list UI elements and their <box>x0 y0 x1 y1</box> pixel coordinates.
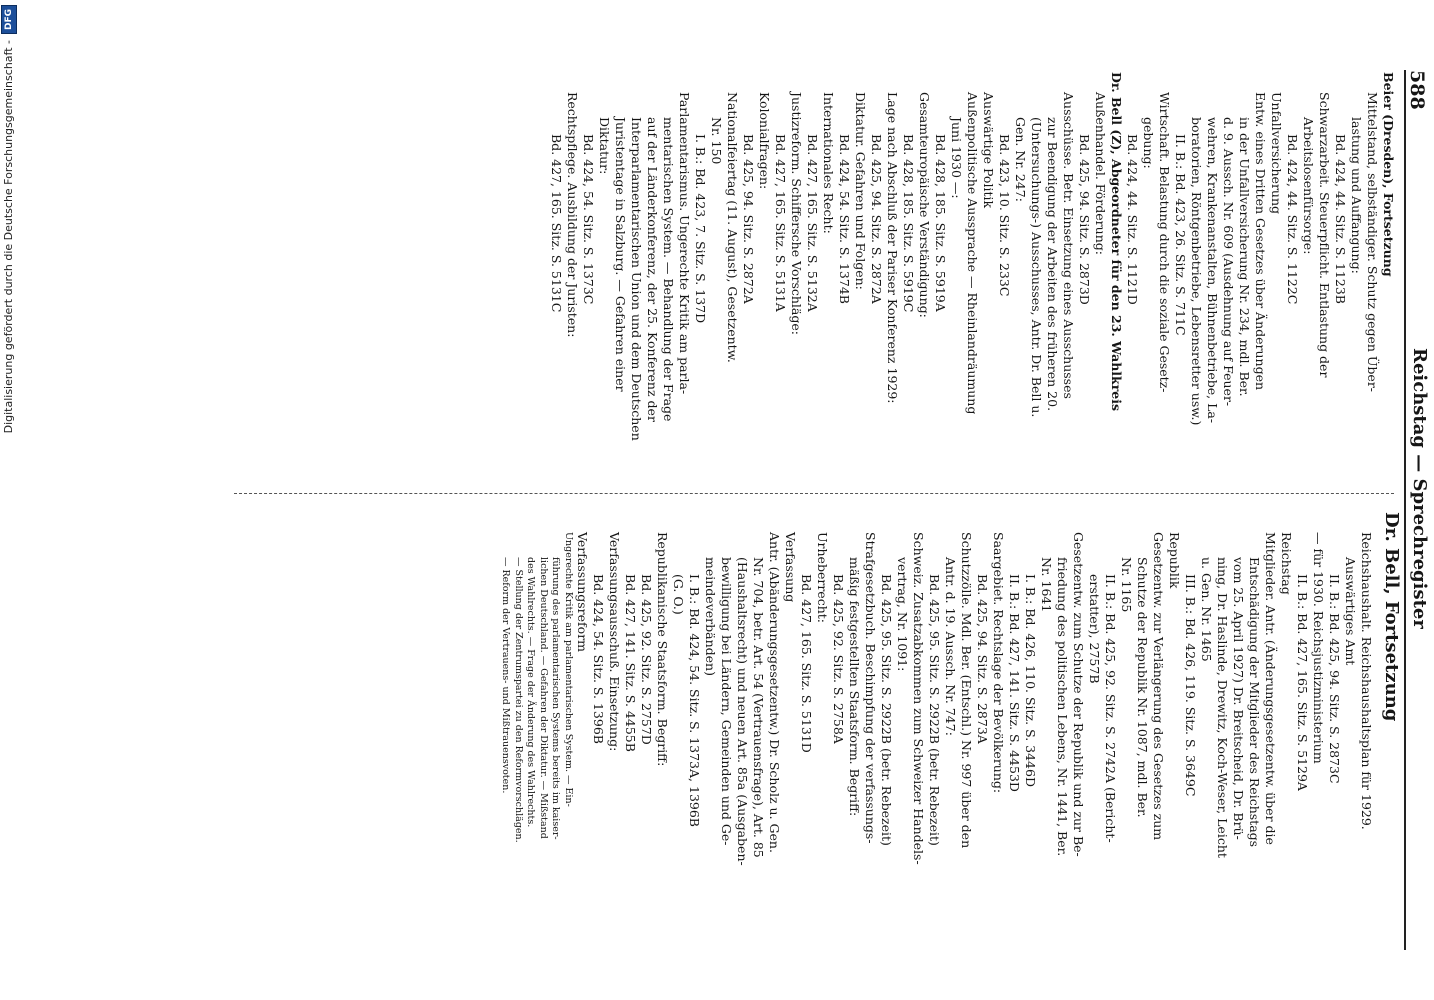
index-entry-line: Beier (Dresden), Fortsetzung <box>1381 72 1396 277</box>
index-entry-line: Internationales Recht: <box>821 92 836 234</box>
index-entry-line: I. B.: Bd. 426, 110. Sitz. S. 3446D <box>1023 574 1038 787</box>
index-entry-line: Reichshaushalt. Reichshaushaltsplan für 1929. <box>1359 532 1374 830</box>
index-entry-line: bewilligung bei Ländern, Gemeinden und Ge- <box>719 557 734 846</box>
index-entry-line: Verfassungsreform <box>575 532 590 653</box>
index-entry-line: Bd. 425, 94. Sitz. S. 2872A <box>869 134 884 304</box>
index-entry-line: Unfallversicherung <box>1269 92 1284 215</box>
index-entry-line: II. B.: Bd. 427, 165. Sitz. S. 5129A <box>1295 574 1310 791</box>
index-entry-line: Außenhandel. Förderung: <box>1093 92 1108 255</box>
index-entry-line: Arbeitslosenfürsorge: <box>1301 117 1316 255</box>
index-entry-line: in der Unfallversicherung Nr. 234, mdl. Ber. <box>1237 117 1252 397</box>
index-entry-line: Justizreform. Schiffersche Vorschläge: <box>789 92 804 335</box>
index-entry-line: auf der Länderkonferenz, der 25. Konferenz der <box>645 117 660 422</box>
index-entry-line: mentarischen System. — Behandlung der Frage <box>661 117 676 422</box>
index-entry-line: Schweiz. Zusatzabkommen zum Schweizer Handels- <box>911 532 926 865</box>
index-entry-line: Bd. 425, 92. Sitz. S. 2757D <box>639 574 654 745</box>
index-entry-line: u. Gen. Nr. 1465 <box>1199 557 1214 662</box>
dfg-logo-icon: DFG <box>1 5 17 34</box>
index-entry-line: Außenpolitische Aussprache — Rheinlandräumung <box>965 92 980 415</box>
index-entry-line: Bd. 427, 141. Sitz. S. 4455B <box>623 574 638 752</box>
column-divider <box>234 493 1394 494</box>
index-entry-line: (Haushaltsrecht) und neuen Art. 85a (Ausgaben- <box>735 557 750 866</box>
index-entry-line: Entw. eines Dritten Gesetzes über Änderungen <box>1253 92 1268 391</box>
index-entry-line: II. B.: Bd. 423, 26. Sitz. S. 711C <box>1173 134 1188 336</box>
index-entry-line: Bd. 427, 165. Sitz. S. 5132A <box>805 134 820 312</box>
index-entry-line: Auswärtige Politik <box>981 92 996 209</box>
index-entry-line: Bd. 424, 44. Sitz. S. 1123B <box>1333 134 1348 304</box>
index-entry-line: Republikanische Staatsform. Begriff: <box>655 532 670 767</box>
index-entry-line: Lage nach Abschluß der Pariser Konferenz 1929: <box>885 92 900 404</box>
index-entry-line: Bd. 428, 185. Sitz. S. 5919A <box>933 134 948 312</box>
index-entry-line: Diktatur. Gefahren und Folgen: <box>853 92 868 290</box>
index-entry-line: Bd. 423, 10. Sitz. S. 233C <box>997 134 1012 297</box>
index-entry-line: Nr. 1165 <box>1119 557 1134 613</box>
index-entry-line: Nr. 704, betr. Art. 54 (Vertrauensfrage), Art. 85 <box>751 557 766 858</box>
index-entry-line: Gesamteuropäische Verständigung: <box>917 92 932 318</box>
index-entry-line: Juni 1930 —: <box>949 117 964 199</box>
index-entry-line: — Stellung der Zentrumspartei zu den Reformvorschlägen. <box>513 557 524 843</box>
index-entry-line: III. B.: Bd. 426, 119. Sitz. S. 3649C <box>1183 574 1198 797</box>
index-entry-line: Mittelstand, selbständiger. Schutz gegen Über- <box>1365 92 1380 393</box>
index-entry-line: des Wahlrechts. — Frage der Änderung des Wahlrechts. <box>525 557 537 828</box>
index-entry-line: Bd. 424, 44. Sitz. S. 1122C <box>1285 134 1300 305</box>
index-entry-line: lastung und Auffangung: <box>1349 117 1364 274</box>
right-column-heading: Dr. Bell, Fortsetzung <box>1381 512 1402 722</box>
index-entry-line: Schwarzarbeit. Steuerpflicht. Entlastung der <box>1317 92 1332 378</box>
right-column <box>499 512 1374 952</box>
index-entry-line: Saargebiet. Rechtslage der Bevölkerung: <box>991 532 1006 794</box>
index-entry-line: I. B.: Bd. 423, 7. Sitz. S. 137D <box>693 134 708 324</box>
index-entry-line: erstatter), 2757B <box>1087 574 1102 684</box>
index-entry-line: Bd. 425, 94. Sitz. S. 2873D <box>1077 134 1092 305</box>
index-entry-line: ning, Dr. Haslinde, Drewitz, Koch-Weser, Leicht <box>1215 557 1230 858</box>
index-entry-line: Wirtschaft. Belastung durch die soziale Gesetz- <box>1157 92 1172 393</box>
index-entry-line: Bd. 424, 54. Sitz. S. 1373C <box>581 134 596 305</box>
index-entry-line: d. 9. Aussch. Nr. 609 (Ausdehnung auf Feuer- <box>1221 117 1236 407</box>
index-entry-line: Kolonialfragen: <box>757 92 772 190</box>
running-title: Reichstag — Sprechregister <box>1409 348 1430 629</box>
index-entry-line: Schutze der Republik Nr. 1087, mdl. Ber. <box>1135 557 1150 818</box>
index-entry-line: Nationalfeiertag (11. August), Gesetzentw. <box>725 92 740 363</box>
index-entry-line: lichen Deutschland. — Gefahren der Diktatur. — Mißstand <box>538 557 549 839</box>
index-entry-line: Bd. 424, 54. Sitz. S. 1374B <box>837 134 852 304</box>
footer-text <box>0 5 18 995</box>
index-entry-line: Bd. 425, 92. Sitz. S. 2758A <box>831 574 846 744</box>
index-entry-line: Bd. 425, 94. Sitz. S. 2873A <box>975 574 990 744</box>
index-entry-line: (G. O.) <box>671 574 686 615</box>
index-entry-line: Gen. Nr. 247: <box>1013 117 1028 202</box>
index-entry-line: gebung: <box>1141 117 1156 169</box>
index-entry-line: Republik <box>1167 532 1182 589</box>
index-entry-line: Schutzzölle. Mdl. Ber. (Entschl.) Nr. 997 über den <box>959 532 974 849</box>
index-entry-line: führung des parlamentarischen Systems bereits im kaiser- <box>550 557 562 840</box>
index-entry-line: Gesetzentw. zum Schutze der Republik und zur Be- <box>1071 532 1086 857</box>
index-entry-line: Antr. d. 19. Aussch. Nr. 747: <box>943 557 958 736</box>
index-entry-line: Nr. 150 <box>709 117 724 165</box>
index-entry-line: wehren, Krankenanstalten, Bühnenbetriebe, La- <box>1205 117 1220 424</box>
index-entry-line: vom 25. April 1927) Dr. Breitscheid, Dr. Brü- <box>1231 557 1246 840</box>
index-entry-line: boratorien, Röntgenbetriebe, Lebensretter usw.) <box>1189 117 1204 426</box>
index-entry-line: Parlamentarismus. Ungerechte Kritik am parla- <box>677 92 692 395</box>
index-entry-line: Diktatur: <box>597 117 612 175</box>
header-rule <box>1404 70 1406 950</box>
index-entry-line: Juristentage in Salzburg. — Gefahren einer <box>613 117 628 392</box>
index-entry-line: I. B.: Bd. 424, 54. Sitz. S. 1373A, 1396B <box>687 574 702 827</box>
index-entry-line: zur Beendigung der Arbeiten des früheren 20. <box>1045 117 1060 412</box>
page-number: 588 <box>1406 70 1428 110</box>
index-entry-line: Verfassung <box>783 532 798 603</box>
index-entry-line: Mitglieder. Antr. (Änderungsgesetzentw. über die <box>1263 532 1278 845</box>
index-entry-line: meindeverbänden) <box>703 557 718 676</box>
index-entry-line: Bd. 428, 185. Sitz. S. 5919C <box>901 134 916 313</box>
index-entry-line: Antr. (Abänderungsgesetzentw.) Dr. Scholz u. Gen. <box>767 532 782 853</box>
index-entry-line: friedung des politischen Lebens, Nr. 1441, Ber. <box>1055 557 1070 857</box>
index-entry-line: II. B.: Bd. 425, 92. Sitz. S. 2742A (Bericht- <box>1103 574 1118 843</box>
index-entry-line: — Reform der Vertrauens- und Mißtrauensvoten. <box>500 557 512 794</box>
index-entry-line: Bd. 424, 44. Sitz. S. 1121D <box>1125 134 1140 305</box>
index-entry-line: — für 1930. Reichsjustizministerium <box>1311 532 1326 764</box>
index-entry-line: Rechtspflege. Ausbildung der Juristen: <box>565 92 580 338</box>
index-entry-line: Urheberrecht: <box>815 532 830 623</box>
index-entry-line: Strafgesetzbuch. Beschimpfung der verfassungs- <box>863 532 878 844</box>
index-entry-line: mäßig festgestellten Staatsform. Begriff: <box>847 557 862 817</box>
index-entry-line: Verfassungsausschuß. Einsetzung: <box>607 532 622 752</box>
index-entry-line: Entschädigung der Mitglieder des Reichstags <box>1247 557 1262 848</box>
index-entry-line: Ungerechte Kritik am parlamentarischen System. — Ein- <box>563 532 574 807</box>
index-entry-line: Bd. 427, 165. Sitz. S. 5131D <box>799 574 814 753</box>
index-entry-line: Bd. 427, 165. Sitz. S. 5131C <box>549 134 564 313</box>
index-entry-line: Bd. 427, 165. Sitz. S. 5131A <box>773 134 788 312</box>
index-entry-line: Reichstag <box>1279 532 1294 595</box>
footer <box>0 0 18 1000</box>
index-entry-line: Nr. 1641 <box>1039 557 1054 613</box>
index-entry-line: Bd. 425, 95. Sitz. S. 2922B (betr. Rebezeit) <box>927 574 942 846</box>
left-column <box>548 72 1396 482</box>
index-entry-line: Interparlamentarischen Union und dem Deutschen <box>629 117 644 441</box>
index-entry-line: Gesetzentw. zur Verlängerung des Gesetzes zum <box>1151 532 1166 841</box>
index-entry-line: vertrag, Nr. 1091: <box>895 557 910 672</box>
index-entry-line: Dr. Bell (Z), Abgeordneter für den 23. Wahlkreis <box>1109 72 1124 412</box>
index-entry-line: II. B.: Bd. 425, 94. Sitz. S. 2873C <box>1327 574 1342 784</box>
footer-credit: Digitalisierung gefördert durch die Deutsche Forschungsgemeinschaft - <box>2 40 15 434</box>
index-entry-line: Ausschüsse. Betr. Einsetzung eines Ausschusses <box>1061 92 1076 399</box>
index-entry-line: Bd. 424, 54. Sitz. S. 1396B <box>591 574 606 744</box>
index-entry-line: Bd. 425, 94. Sitz. S. 2872A <box>741 134 756 304</box>
index-entry-line: Auswärtiges Amt <box>1343 557 1358 666</box>
index-entry-line: Bd. 425, 95. Sitz. S. 2922B (betr. Rebezeit) <box>879 574 894 846</box>
index-entry-line: II. B.: Bd. 427, 141. Sitz. S. 4453D <box>1007 574 1022 792</box>
index-entry-line: (Untersuchungs-) Ausschusses, Antr. Dr. Bell u. <box>1029 117 1044 418</box>
